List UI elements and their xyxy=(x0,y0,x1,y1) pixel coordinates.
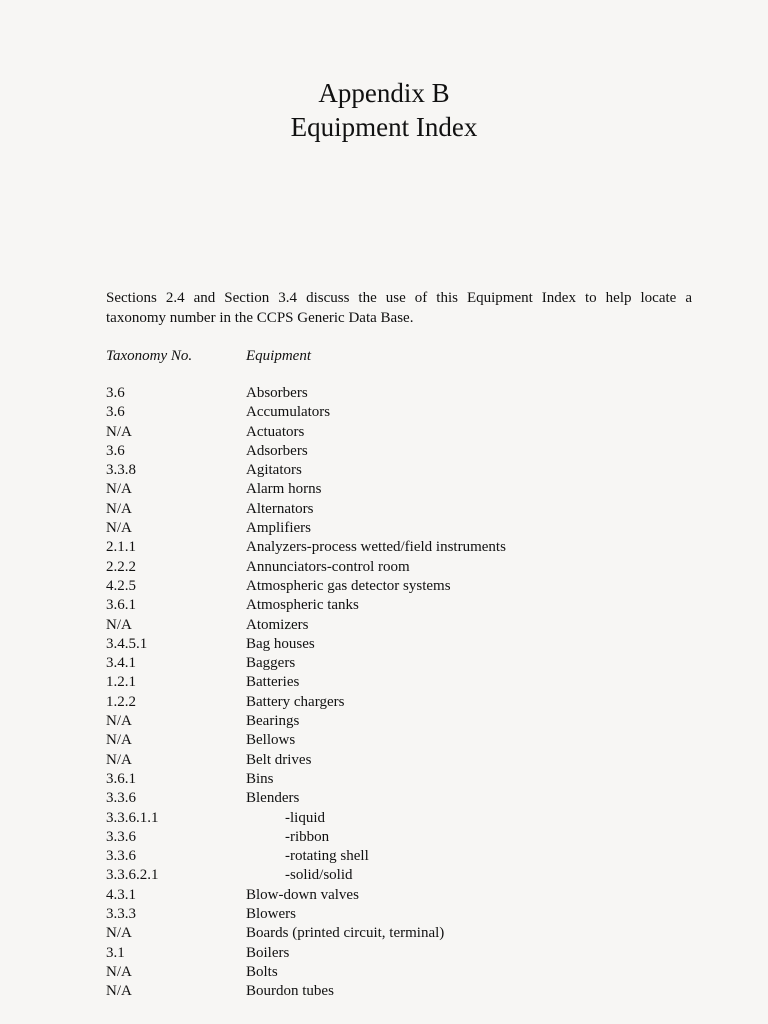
equipment-name: -liquid xyxy=(285,809,325,826)
equipment-name: Bearings xyxy=(246,713,300,730)
index-row xyxy=(106,403,706,422)
intro-line-2: taxonomy number in the CCPS Generic Data Base. xyxy=(106,310,414,326)
equipment-name: Battery chargers xyxy=(246,693,345,710)
equipment-name: Batteries xyxy=(246,674,300,691)
index-row xyxy=(106,423,706,442)
equipment-name: Analyzers-process wetted/field instruments xyxy=(246,539,506,556)
taxonomy-number: 4.3.1 xyxy=(106,886,136,903)
equipment-name: Accumulators xyxy=(246,404,331,421)
index-row xyxy=(106,789,706,808)
taxonomy-number: N/A xyxy=(106,423,132,440)
taxonomy-number: 1.2.2 xyxy=(106,693,136,710)
index-row xyxy=(106,982,706,1001)
index-row xyxy=(106,558,706,577)
equipment-name: Boilers xyxy=(246,944,290,961)
index-title: Equipment Index xyxy=(290,112,478,142)
equipment-name: Bins xyxy=(246,770,274,787)
equipment-name: Bellows xyxy=(246,732,296,749)
taxonomy-number: N/A xyxy=(106,751,132,768)
taxonomy-number: N/A xyxy=(106,713,132,730)
taxonomy-number: 3.3.6 xyxy=(106,828,136,845)
equipment-name: Blowers xyxy=(246,906,296,923)
equipment-column-header: Equipment xyxy=(246,348,311,364)
taxonomy-number: 3.3.6.1.1 xyxy=(106,809,159,826)
equipment-name: Alarm horns xyxy=(246,481,322,498)
taxonomy-number: 3.6.1 xyxy=(106,770,136,787)
equipment-name: Baggers xyxy=(246,655,296,672)
equipment-name: Atmospheric gas detector systems xyxy=(246,577,451,594)
index-row xyxy=(106,519,706,538)
taxonomy-number: 1.2.1 xyxy=(106,674,136,691)
taxonomy-number: 3.6 xyxy=(106,442,125,459)
index-row xyxy=(106,384,706,403)
index-row xyxy=(106,712,706,731)
index-row xyxy=(106,596,706,615)
equipment-name: Absorbers xyxy=(246,385,308,401)
equipment-name: Atmospheric tanks xyxy=(246,597,359,614)
taxonomy-number: 4.2.5 xyxy=(106,577,136,594)
taxonomy-column-header: Taxonomy No. xyxy=(106,348,193,364)
index-row xyxy=(106,731,706,750)
taxonomy-number: 3.4.1 xyxy=(106,655,136,672)
index-row xyxy=(106,924,706,943)
taxonomy-number: 2.2.2 xyxy=(106,558,136,575)
taxonomy-number: 3.3.8 xyxy=(106,462,136,479)
index-row xyxy=(106,654,706,673)
taxonomy-number: N/A xyxy=(106,616,132,633)
taxonomy-number: 3.6 xyxy=(106,385,125,401)
equipment-name: Blenders xyxy=(246,790,300,807)
equipment-name: -solid/solid xyxy=(285,867,353,884)
equipment-name: Alternators xyxy=(246,500,314,517)
index-row xyxy=(106,963,706,982)
taxonomy-number: 3.4.5.1 xyxy=(106,635,148,652)
index-row xyxy=(106,866,706,885)
equipment-index-list xyxy=(106,384,706,1002)
taxonomy-number: N/A xyxy=(106,983,132,1000)
index-row xyxy=(106,442,706,461)
equipment-name: -ribbon xyxy=(285,828,330,845)
index-row xyxy=(106,828,706,847)
appendix-title: Appendix B xyxy=(318,78,450,108)
index-row xyxy=(106,616,706,635)
equipment-name: -rotating shell xyxy=(285,848,369,865)
index-row xyxy=(106,944,706,963)
index-row xyxy=(106,577,706,596)
equipment-name: Bolts xyxy=(246,963,278,980)
taxonomy-number: 3.3.6 xyxy=(106,790,136,807)
index-row xyxy=(106,673,706,692)
index-row xyxy=(106,886,706,905)
equipment-name: Boards (printed circuit, terminal) xyxy=(246,925,445,942)
taxonomy-number: N/A xyxy=(106,500,132,517)
taxonomy-number: 3.3.3 xyxy=(106,906,136,923)
taxonomy-number: 3.6.1 xyxy=(106,597,136,614)
index-row xyxy=(106,635,706,654)
equipment-name: Bag houses xyxy=(246,635,315,652)
equipment-name: Amplifiers xyxy=(246,520,311,537)
equipment-name: Actuators xyxy=(246,423,305,440)
taxonomy-number: N/A xyxy=(106,520,132,537)
taxonomy-number: 2.1.1 xyxy=(106,539,136,556)
equipment-name: Atomizers xyxy=(246,616,309,633)
index-row xyxy=(106,538,706,557)
index-row xyxy=(106,500,706,519)
taxonomy-number: N/A xyxy=(106,925,132,942)
index-row xyxy=(106,809,706,828)
equipment-name: Blow-down valves xyxy=(246,886,359,903)
taxonomy-number: 3.3.6.2.1 xyxy=(106,867,159,884)
equipment-name: Agitators xyxy=(246,462,302,479)
index-row xyxy=(106,847,706,866)
index-row xyxy=(106,480,706,499)
taxonomy-number: 3.1 xyxy=(106,944,125,961)
equipment-name: Adsorbers xyxy=(246,442,308,459)
taxonomy-number: N/A xyxy=(106,963,132,980)
taxonomy-number: N/A xyxy=(106,732,132,749)
index-row xyxy=(106,461,706,480)
equipment-name: Bourdon tubes xyxy=(246,983,334,1000)
taxonomy-number: 3.3.6 xyxy=(106,848,136,865)
equipment-name: Belt drives xyxy=(246,751,312,768)
intro-line-1: Sections 2.4 and Section 3.4 discuss the use of this Equipment Index to help locate a xyxy=(106,290,692,306)
index-row xyxy=(106,751,706,770)
index-row xyxy=(106,905,706,924)
taxonomy-number: N/A xyxy=(106,481,132,498)
equipment-name: Annunciators-control room xyxy=(246,558,410,575)
taxonomy-number: 3.6 xyxy=(106,404,125,421)
intro-paragraph xyxy=(106,288,692,328)
index-row xyxy=(106,693,706,712)
index-row xyxy=(106,770,706,789)
